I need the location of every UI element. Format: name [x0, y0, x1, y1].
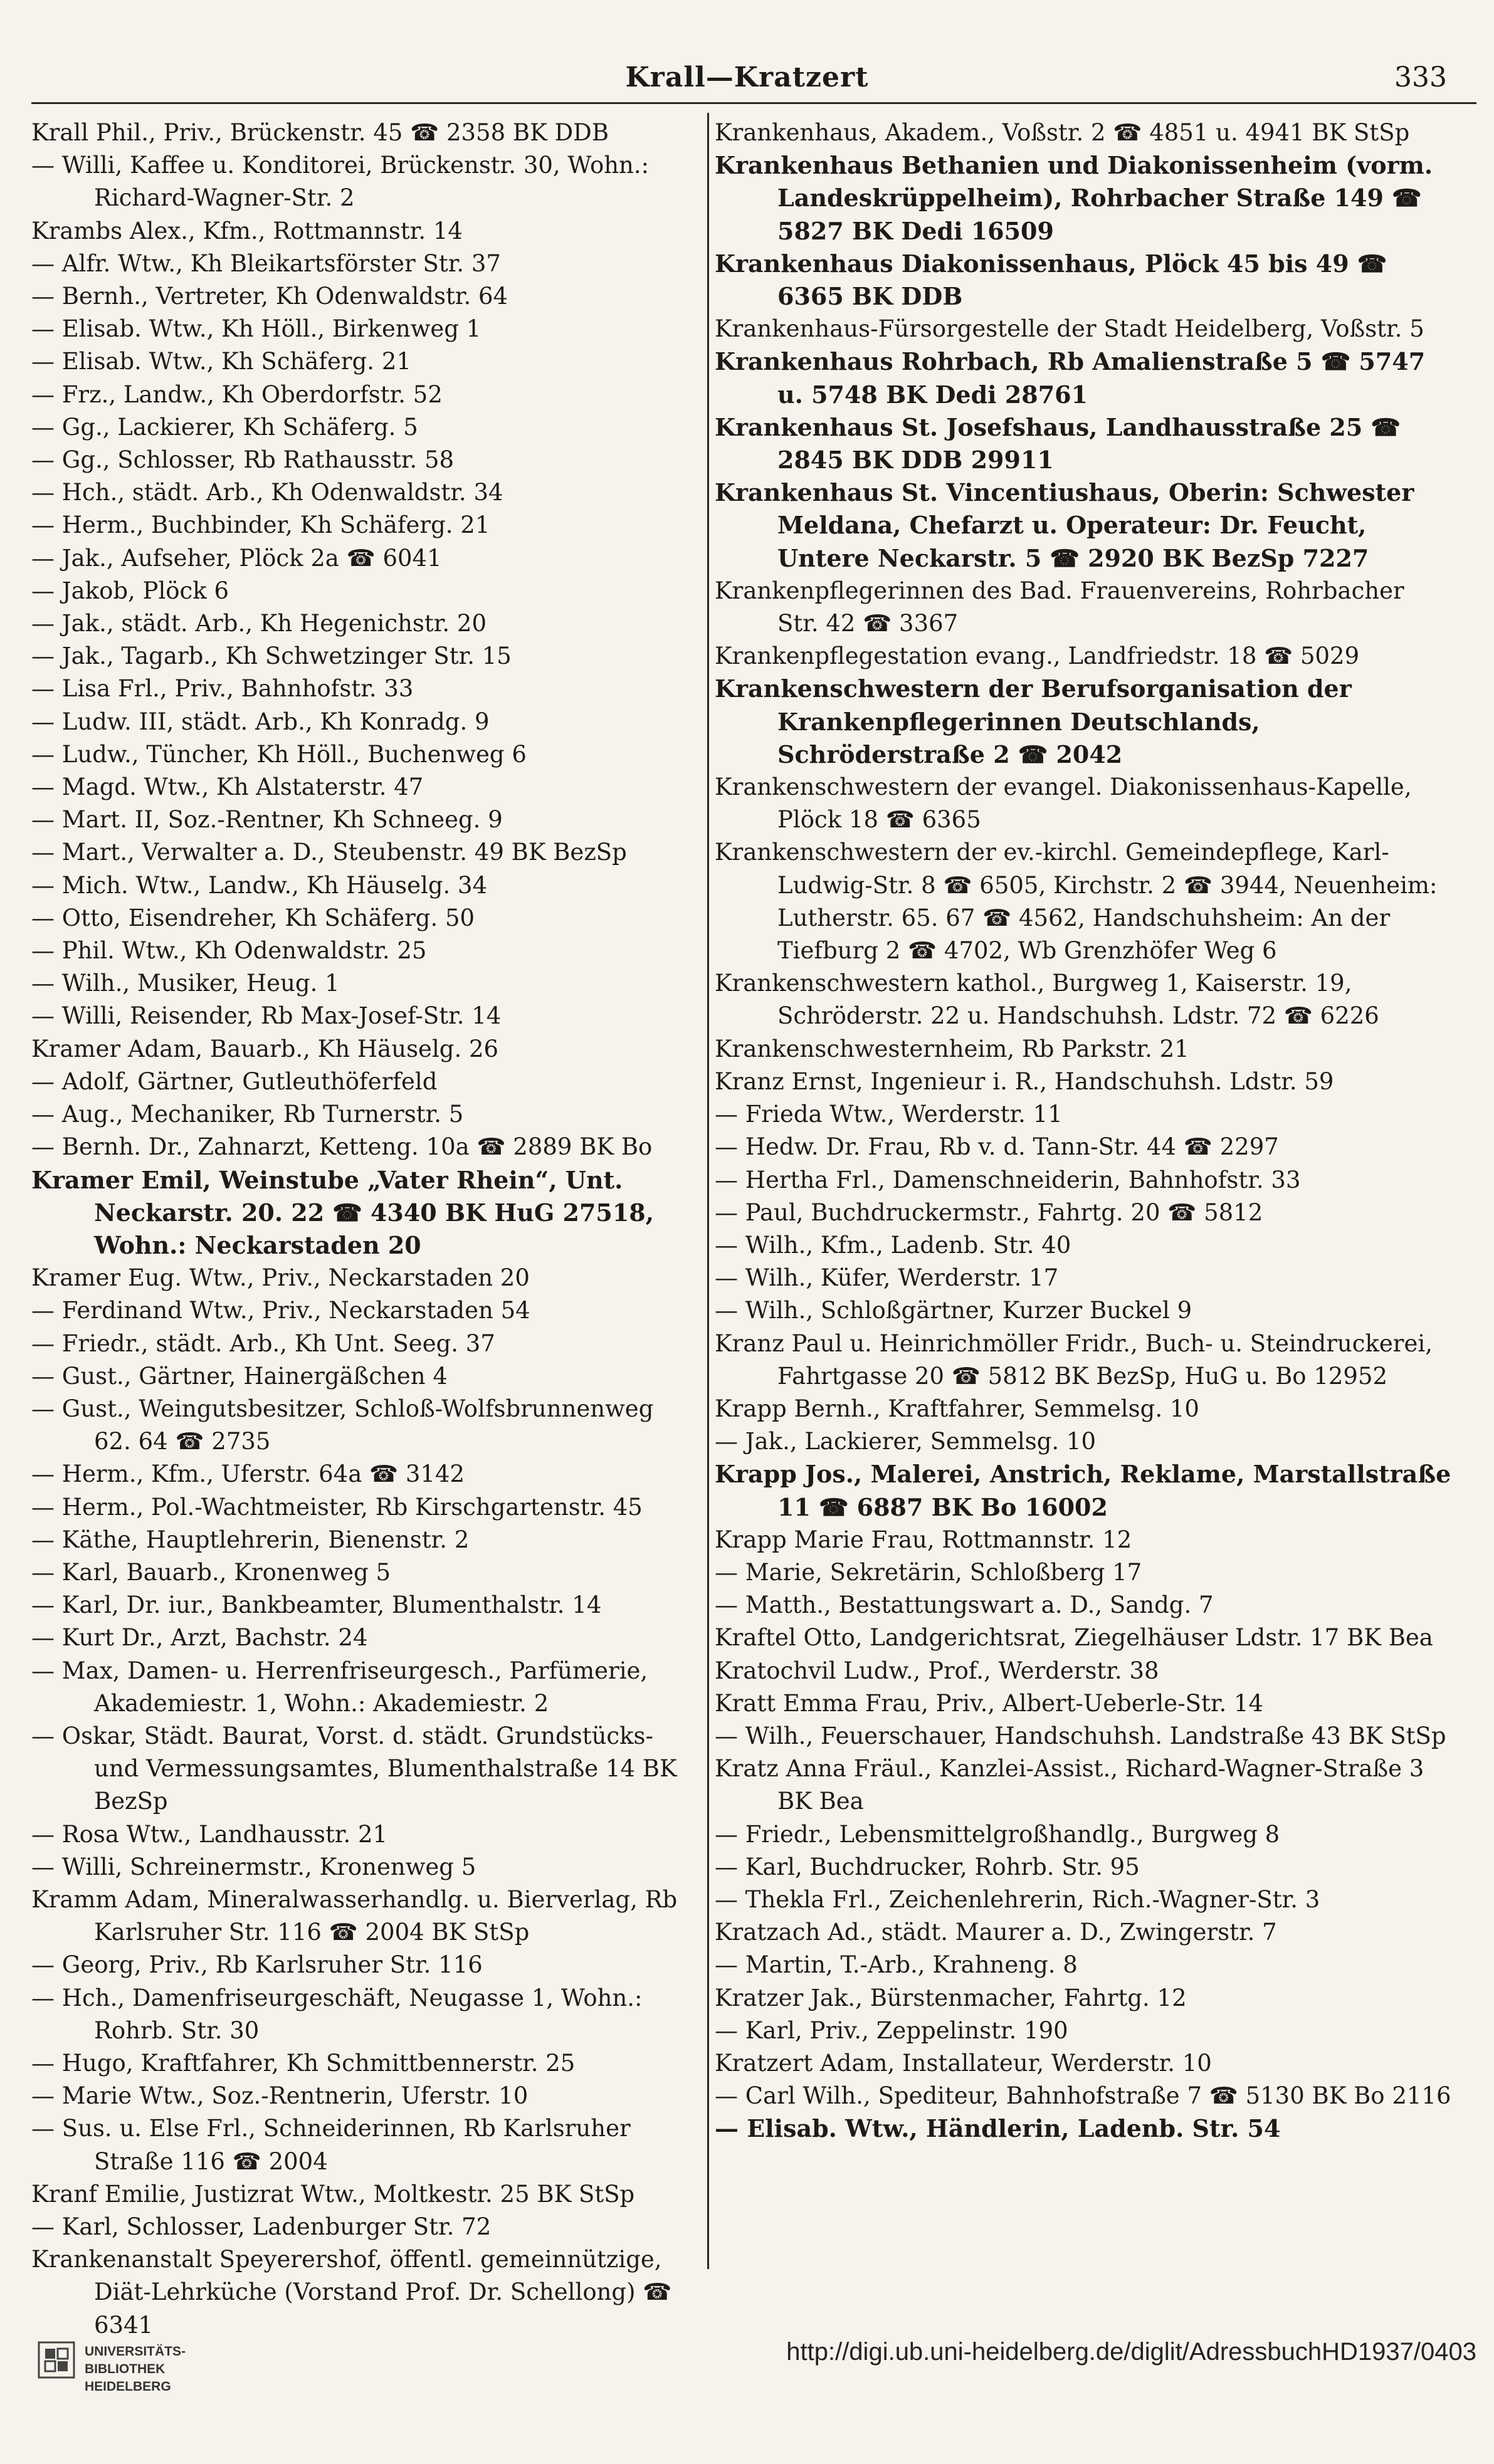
directory-entry: — Hugo, Kraftfahrer, Kh Schmittbennerstr. 25 [31, 2049, 576, 2077]
directory-entry: Krankenschwesternheim, Rb Parkstr. 21 [715, 1035, 1189, 1062]
directory-entry: — Herm., Buchbinder, Kh Schäferg. 21 [31, 511, 490, 539]
directory-entry: — Hedw. Dr. Frau, Rb v. d. Tann-Str. 44 ☎ 2297 [715, 1133, 1279, 1161]
directory-entry: — Jakob, Plöck 6 [31, 577, 229, 604]
directory-entry: — Karl, Priv., Zeppelinstr. 190 [715, 2016, 1068, 2044]
directory-entry: — Gg., Lackierer, Kh Schäferg. 5 [31, 413, 418, 441]
directory-entry: — Oskar, Städt. Baurat, Vorst. d. städt. Grundstücks- und Vermessungsamtes, Blumenthalstraße 14 BK BezSp [31, 1722, 677, 1815]
directory-entry: — Aug., Mechaniker, Rb Turnerstr. 5 [31, 1101, 464, 1128]
directory-entry: — Phil. Wtw., Kh Odenwaldstr. 25 [31, 937, 427, 965]
directory-entry: Kratz Anna Fräul., Kanzlei-Assist., Richard-Wagner-Straße 3 BK Bea [715, 1755, 1424, 1815]
directory-entry: Kraftel Otto, Landgerichtsrat, Ziegelhäuser Ldstr. 17 BK Bea [715, 1624, 1433, 1652]
directory-entry: — Jak., Tagarb., Kh Schwetzinger Str. 15 [31, 642, 512, 670]
directory-entry: Krankenhaus-Fürsorgestelle der Stadt Heidelberg, Voßstr. 5 [715, 315, 1424, 343]
directory-entry: — Bernh. Dr., Zahnarzt, Ketteng. 10a ☎ 2889 BK Bo [31, 1133, 653, 1161]
directory-entry: Krapp Jos., Malerei, Anstrich, Reklame, Marstallstraße 11 ☎ 6887 BK Bo 16002 [715, 1460, 1451, 1521]
directory-entry: — Friedr., Lebensmittelgroßhandlg., Burgweg 8 [715, 1820, 1280, 1848]
directory-entry: — Wilh., Schloßgärtner, Kurzer Buckel 9 [715, 1297, 1192, 1324]
directory-entry: Kramm Adam, Mineralwasserhandlg. u. Bierverlag, Rb Karlsruher Str. 116 ☎ 2004 BK StSp [31, 1885, 678, 1946]
directory-entry: — Käthe, Hauptlehrerin, Bienenstr. 2 [31, 1526, 470, 1553]
page-number: 333 [1394, 61, 1447, 93]
right-column [715, 117, 1451, 2146]
directory-entry: Krankenhaus St. Josefshaus, Landhausstraße 25 ☎ 2845 BK DDB 29911 [715, 412, 1401, 474]
directory-entry: — Alfr. Wtw., Kh Bleikartsförster Str. 37 [31, 249, 501, 277]
directory-entry: Kranz Ernst, Ingenieur i. R., Handschuhsh. Ldstr. 59 [715, 1067, 1334, 1095]
directory-entry: Krankenschwestern der evangel. Diakonissenhaus-Kapelle, Plöck 18 ☎ 6365 [715, 773, 1412, 834]
directory-entry: — Ludw. III, städt. Arb., Kh Konradg. 9 [31, 708, 490, 735]
left-column [31, 117, 693, 2342]
directory-entry: — Herm., Kfm., Uferstr. 64a ☎ 3142 [31, 1460, 465, 1488]
directory-entry: Krankenhaus Diakonissenhaus, Plöck 45 bis 49 ☎ 6365 BK DDB [715, 249, 1387, 311]
directory-entry: Krankenschwestern der Berufsorganisation der Krankenpflegerinnen Deutschlands, Schröderstraße 2 ☎ 2042 [715, 674, 1352, 768]
directory-entry: Krankenanstalt Speyerershof, öffentl. gemeinnützige, Diät-Lehrküche (Vorstand Prof. Dr. Schellong) ☎ 6341 [31, 2246, 672, 2339]
directory-entry: — Matth., Bestattungswart a. D., Sandg. 7 [715, 1591, 1214, 1619]
directory-entry: — Kurt Dr., Arzt, Bachstr. 24 [31, 1624, 368, 1652]
directory-entry: Krankenpflegerinnen des Bad. Frauenvereins, Rohrbacher Str. 42 ☎ 3367 [715, 577, 1404, 637]
directory-entry: Krankenhaus Rohrbach, Rb Amalienstraße 5 ☎ 5747 u. 5748 BK Dedi 28761 [715, 347, 1426, 409]
directory-entry: — Wilh., Küfer, Werderstr. 17 [715, 1264, 1059, 1292]
directory-entry: Krankenhaus Bethanien und Diakonissenheim (vorm. Landeskrüppelheim), Rohrbacher Straße 149 ☎ 5827 BK Dedi 16509 [715, 151, 1433, 245]
directory-entry: — Thekla Frl., Zeichenlehrerin, Rich.-Wagner-Str. 3 [715, 1885, 1320, 1913]
directory-entry: — Rosa Wtw., Landhausstr. 21 [31, 1820, 388, 1848]
directory-entry: — Karl, Bauarb., Kronenweg 5 [31, 1558, 391, 1586]
directory-entry: — Mart. II, Soz.-Rentner, Kh Schneeg. 9 [31, 806, 503, 834]
directory-entry: — Otto, Eisendreher, Kh Schäferg. 50 [31, 904, 475, 931]
directory-entry: — Mart., Verwalter a. D., Steubenstr. 49 BK BezSp [31, 839, 627, 866]
source-url-link[interactable]: http://digi.ub.uni-heidelberg.de/diglit/AdressbuchHD1937/0403 [786, 2338, 1476, 2366]
directory-entry: — Wilh., Kfm., Ladenb. Str. 40 [715, 1231, 1071, 1259]
directory-entry: — Gust., Weingutsbesitzer, Schloß-Wolfsbrunnenweg 62. 64 ☎ 2735 [31, 1395, 654, 1455]
directory-entry: Kranz Paul u. Heinrichmöller Fridr., Buch- u. Steindruckerei, Fahrtgasse 20 ☎ 5812 BK BezSp, HuG u. Bo 12952 [715, 1329, 1433, 1390]
directory-entry: — Bernh., Vertreter, Kh Odenwaldstr. 64 [31, 283, 508, 310]
directory-entry: Krankenschwestern kathol., Burgweg 1, Kaiserstr. 19, Schröderstr. 22 u. Handschuhsh. Ldstr. 72 ☎ 6226 [715, 970, 1379, 1030]
directory-entry: — Carl Wilh., Spediteur, Bahnhofstraße 7 ☎ 5130 BK Bo 2116 [715, 2082, 1451, 2110]
directory-entry: Kramer Eug. Wtw., Priv., Neckarstaden 20 [31, 1264, 530, 1292]
directory-entry: Kramer Emil, Weinstube „Vater Rhein“, Unt. Neckarstr. 20. 22 ☎ 4340 BK HuG 27518, Wohn.: Neckarstaden 20 [31, 1165, 654, 1259]
directory-entry: Krapp Bernh., Kraftfahrer, Semmelsg. 10 [715, 1395, 1199, 1422]
directory-entry: Krambs Alex., Kfm., Rottmannstr. 14 [31, 217, 463, 244]
directory-entry: — Elisab. Wtw., Händlerin, Ladenb. Str. 54 [715, 2114, 1281, 2143]
directory-entry: — Willi, Kaffee u. Konditorei, Brückenstr. 30, Wohn.: Richard-Wagner-Str. 2 [31, 152, 650, 212]
directory-entry: — Ludw., Tüncher, Kh Höll., Buchenweg 6 [31, 740, 527, 768]
directory-entry: Kratzer Jak., Bürstenmacher, Fahrtg. 12 [715, 1984, 1187, 2011]
directory-entry: — Karl, Buchdrucker, Rohrb. Str. 95 [715, 1853, 1140, 1880]
directory-entry: — Marie Wtw., Soz.-Rentnerin, Uferstr. 10 [31, 2082, 529, 2110]
directory-entry: — Elisab. Wtw., Kh Schäferg. 21 [31, 348, 411, 375]
directory-entry: — Georg, Priv., Rb Karlsruher Str. 116 [31, 1951, 483, 1979]
directory-entry: — Frz., Landw., Kh Oberdorfstr. 52 [31, 380, 443, 408]
directory-entry: — Herm., Pol.-Wachtmeister, Rb Kirschgartenstr. 45 [31, 1493, 643, 1521]
directory-entry: — Lisa Frl., Priv., Bahnhofstr. 33 [31, 675, 414, 703]
directory-entry: Kratochvil Ludw., Prof., Werderstr. 38 [715, 1657, 1159, 1684]
directory-entry: — Marie, Sekretärin, Schloßberg 17 [715, 1558, 1142, 1586]
directory-entry: — Paul, Buchdruckermstr., Fahrtg. 20 ☎ 5812 [715, 1198, 1263, 1226]
university-seal-icon [38, 2341, 75, 2379]
directory-entry: — Frieda Wtw., Werderstr. 11 [715, 1101, 1063, 1128]
directory-entry: — Ferdinand Wtw., Priv., Neckarstaden 54 [31, 1297, 530, 1324]
library-name [85, 2343, 186, 2396]
directory-entry: Krankenhaus St. Vincentiushaus, Oberin: Schwester Meldana, Chefarzt u. Operateur: Dr. Feucht, Untere Neckarstr. 5 ☎ 2920 BK BezSp 7227 [715, 478, 1414, 572]
directory-entry: Krankenhaus, Akadem., Voßstr. 2 ☎ 4851 u. 4941 BK StSp [715, 119, 1410, 146]
directory-entry: — Willi, Schreinermstr., Kronenweg 5 [31, 1853, 476, 1880]
directory-entry: — Mich. Wtw., Landw., Kh Häuselg. 34 [31, 871, 488, 899]
directory-entry: Krankenpflegestation evang., Landfriedstr. 18 ☎ 5029 [715, 642, 1360, 670]
directory-entry: — Adolf, Gärtner, Gutleuthöferfeld [31, 1067, 438, 1095]
directory-entry: — Jak., städt. Arb., Kh Hegenichstr. 20 [31, 610, 487, 637]
directory-entry: — Gust., Gärtner, Hainergäßchen 4 [31, 1362, 448, 1390]
directory-entry: Kratt Emma Frau, Priv., Albert-Ueberle-Str. 14 [715, 1689, 1264, 1717]
column-divider [707, 113, 709, 2269]
directory-entry: — Willi, Reisender, Rb Max-Josef-Str. 14 [31, 1002, 502, 1030]
directory-entry: — Sus. u. Else Frl., Schneiderinnen, Rb Karlsruher Straße 116 ☎ 2004 [31, 2115, 631, 2175]
directory-entry: — Karl, Dr. iur., Bankbeamter, Blumenthalstr. 14 [31, 1591, 602, 1619]
directory-entry: — Elisab. Wtw., Kh Höll., Birkenweg 1 [31, 315, 481, 343]
directory-entry: — Wilh., Musiker, Heug. 1 [31, 970, 340, 997]
directory-entry: — Max, Damen- u. Herrenfriseurgesch., Parfümerie, Akademiestr. 1, Wohn.: Akademiestr. 2 [31, 1657, 648, 1717]
directory-entry: Kratzach Ad., städt. Maurer a. D., Zwingerstr. 7 [715, 1919, 1277, 1946]
directory-entry: Krankenschwestern der ev.-kirchl. Gemeindepflege, Karl-Ludwig-Str. 8 ☎ 6505, Kirchstr. 2 ☎ 3944, Neuenheim: Lutherstr. 65. 67 ☎ 4562, Handschuhsheim: An der Tiefburg 2 ☎ 4702, Wb Grenzhöfer Weg 6 [715, 839, 1438, 965]
directory-entry: Kratzert Adam, Installateur, Werderstr. 10 [715, 2049, 1212, 2077]
directory-entry: — Wilh., Feuerschauer, Handschuhsh. Landstraße 43 BK StSp [715, 1722, 1446, 1749]
directory-entry: — Friedr., städt. Arb., Kh Unt. Seeg. 37 [31, 1329, 495, 1357]
directory-entry: — Magd. Wtw., Kh Alstaterstr. 47 [31, 773, 424, 801]
header-rule [31, 102, 1476, 104]
library-name-line: HEIDELBERG [85, 2379, 171, 2394]
page-title: Krall—Kratzert [625, 61, 869, 93]
directory-entry: Kranf Emilie, Justizrat Wtw., Moltkestr. 25 BK StSp [31, 2180, 635, 2208]
library-name-line: BIBLIOTHEK [85, 2362, 166, 2376]
directory-entry: — Hch., städt. Arb., Kh Odenwaldstr. 34 [31, 479, 503, 506]
directory-entry: — Hertha Frl., Damenschneiderin, Bahnhofstr. 33 [715, 1166, 1301, 1193]
directory-entry: — Hch., Damenfriseurgeschäft, Neugasse 1, Wohn.: Rohrb. Str. 30 [31, 1984, 643, 2044]
directory-entry: — Jak., Lackierer, Semmelsg. 10 [715, 1428, 1097, 1455]
directory-entry: — Jak., Aufseher, Plöck 2a ☎ 6041 [31, 544, 442, 572]
library-name-line: UNIVERSITÄTS- [85, 2344, 186, 2359]
directory-entry: Krapp Marie Frau, Rottmannstr. 12 [715, 1526, 1132, 1553]
directory-entry: Kramer Adam, Bauarb., Kh Häuselg. 26 [31, 1035, 499, 1062]
directory-entry: — Karl, Schlosser, Ladenburger Str. 72 [31, 2213, 492, 2240]
directory-entry: — Gg., Schlosser, Rb Rathausstr. 58 [31, 446, 455, 474]
directory-entry: — Martin, T.-Arb., Krahneng. 8 [715, 1951, 1078, 1979]
directory-entry: Krall Phil., Priv., Brückenstr. 45 ☎ 2358 BK DDB [31, 119, 609, 146]
